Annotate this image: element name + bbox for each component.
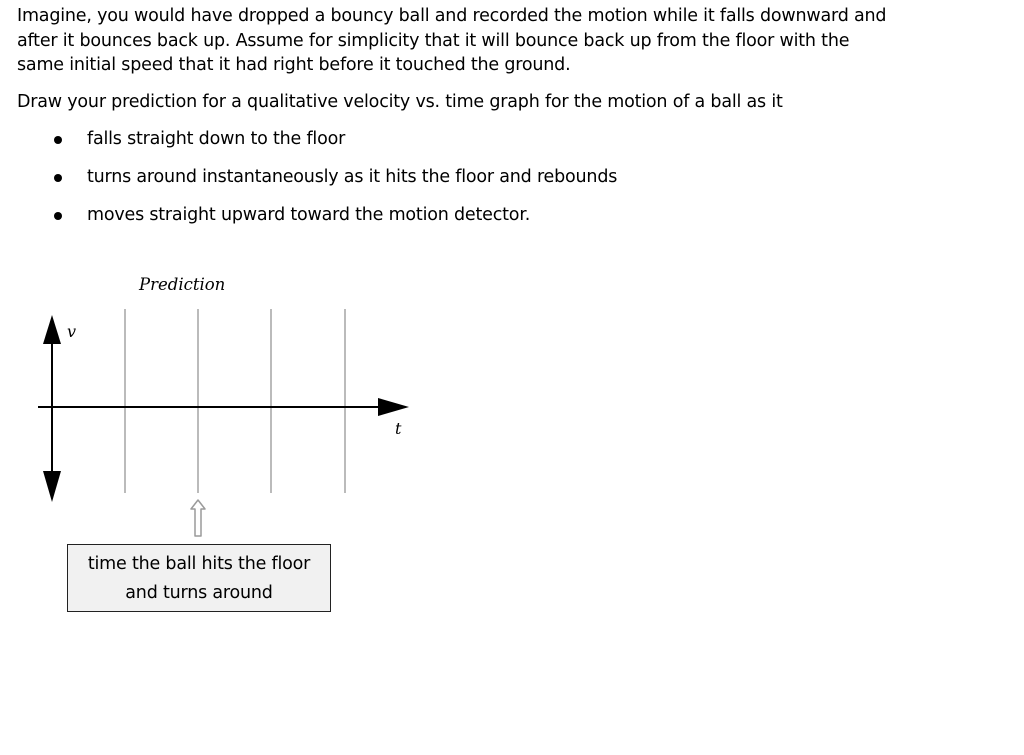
v-axis-down-arrow-icon xyxy=(43,471,61,502)
v-axis-up-arrow-icon xyxy=(43,315,61,344)
list-item-text: falls straight down to the floor xyxy=(87,129,346,149)
v-axis-label: v xyxy=(67,322,77,341)
callout-line: and turns around xyxy=(125,583,273,603)
t-axis-label: t xyxy=(395,419,402,438)
prediction-prompt: Draw your prediction for a qualitative velocity vs. time graph for the motion of a ball as it xyxy=(17,92,783,112)
graph-title: Prediction xyxy=(139,275,226,294)
t-axis-arrow-icon xyxy=(378,398,409,416)
callout-line: time the ball hits the floor xyxy=(87,554,311,574)
list-item-text: turns around instantaneously as it hits the floor and rebounds xyxy=(87,167,618,187)
list-item-text: moves straight upward toward the motion detector. xyxy=(87,205,531,225)
bounce-time-callout xyxy=(67,544,331,612)
up-arrow-pointer-icon xyxy=(191,500,205,536)
intro-paragraph: Imagine, you would have dropped a bouncy ball and recorded the motion while it falls downward and after it bounces back up. Assume for simplicity that it will bounce back up from the floor with the same initial speed that it had right before it touched the ground. xyxy=(17,6,887,75)
